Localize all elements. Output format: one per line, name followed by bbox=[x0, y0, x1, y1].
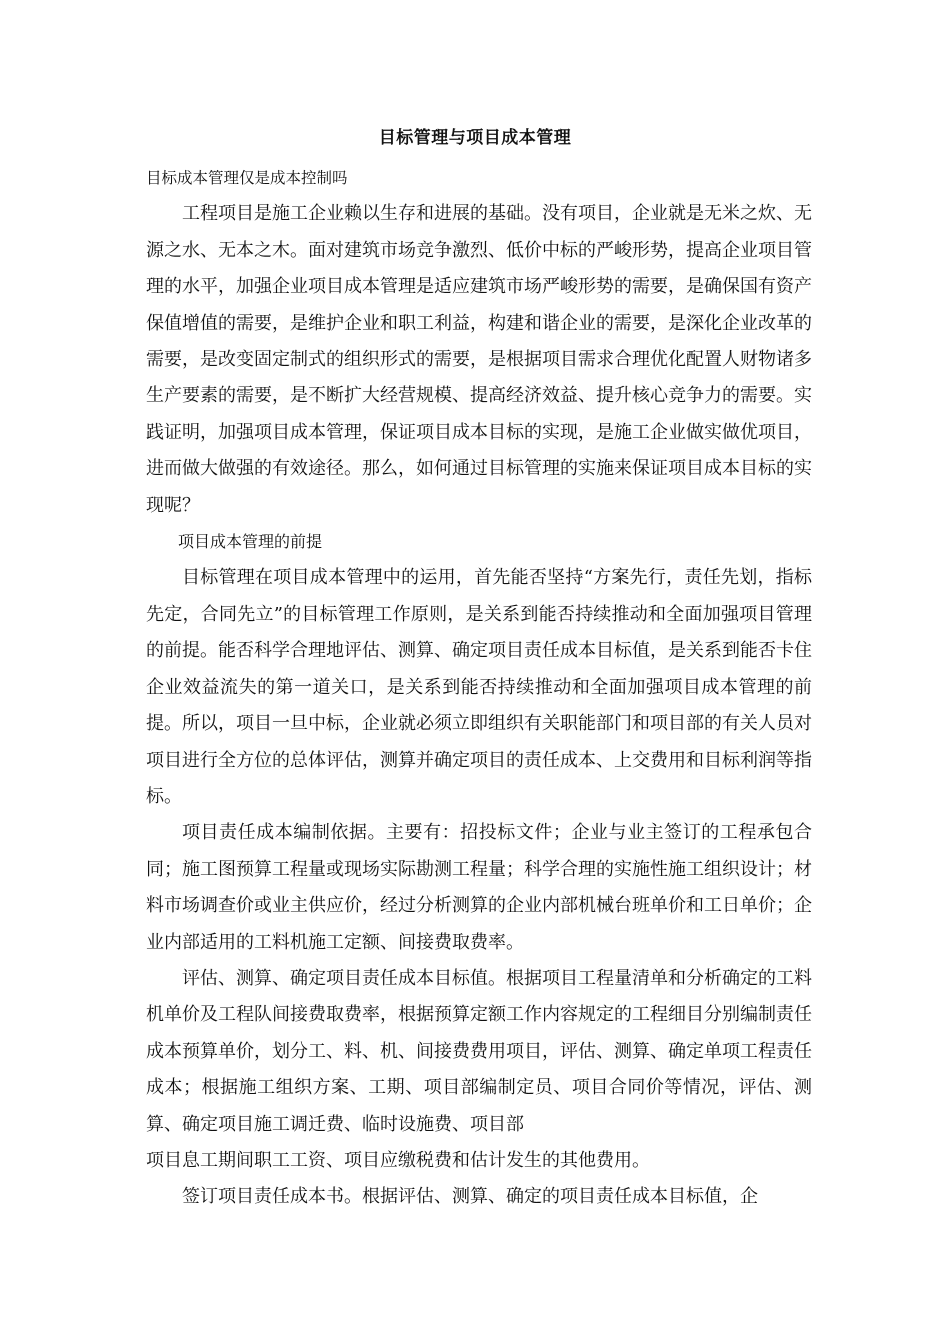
paragraph-target-management: 目标管理在项目成本管理中的运用，首先能否坚持“方案先行，责任先划，指标先定，合同先立”的目标管理工作原则，是关系到能否持续推动和全面加强项目管理的前提。能否科学合理地评估、测算、确定项目责任成本目标值，是关系到能否卡住企业效益流失的第一道关口，是关系到能否持续推动和全面加强项目成本管理的前提。所以，项目一旦中标，企业就必须立即组织有关职能部门和项目部的有关人员对项目进行全方位的总体评估，测算并确定项目的责任成本、上交费用和目标利润等指标。 bbox=[146, 567, 812, 807]
document-body bbox=[146, 160, 812, 1216]
paragraph-cost-basis: 项目责任成本编制依据。主要有：招投标文件；企业与业主签订的工程承包合同；施工图预算工程量或现场实际勘测工程量；科学合理的实施性施工组织设计；材料市场调查价或业主供应价，经过分析测算的企业内部机械台班单价和工日单价；企业内部适用的工料机施工定额、间接费取费率。 bbox=[146, 822, 812, 953]
section-heading-premise: 项目成本管理的前提 bbox=[178, 532, 323, 552]
document-subtitle: 目标成本管理仅是成本控制吗 bbox=[146, 169, 348, 187]
paragraph-cost-estimation: 评估、测算、确定项目责任成本目标值。根据项目工程量清单和分析确定的工料机单价及工程队间接费取费率，根据预算定额工作内容规定的工程细目分别编制责任成本预算单价，划分工、料、机、间接费费用项目，评估、测算、确定单项工程责任成本；根据施工组织方案、工期、项目部编制定员、项目合同价等情况，评估、测算、确定项目施工调迁费、临时设施费、项目部 bbox=[146, 967, 812, 1135]
document-title: 目标管理与项目成本管理 bbox=[378, 128, 572, 148]
paragraph-intro: 工程项目是施工企业赖以生存和进展的基础。没有项目，企业就是无米之炊、无源之水、无本之木。面对建筑市场竞争激烈、低价中标的严峻形势，提高企业项目管理的水平，加强企业项目成本管理是适应建筑市场严峻形势的需要，是确保国有资产保值增值的需要，是维护企业和职工利益，构建和谐企业的需要，是深化企业改革的需要，是改变固定制式的组织形式的需要，是根据项目需求合理优化配置人财物诸多生产要素的需要，是不断扩大经营规模、提高经济效益、提升核心竞争力的需要。实践证明，加强项目成本管理，保证项目成本目标的实现，是施工企业做实做优项目，进而做大做强的有效途径。那么，如何通过目标管理的实施来保证项目成本目标的实现呢？ bbox=[146, 203, 812, 516]
paragraph-sign-contract: 签订项目责任成本书。根据评估、测算、确定的项目责任成本目标值，企 bbox=[182, 1186, 758, 1208]
paragraph-cost-estimation-continued: 项目息工期间职工工资、项目应缴税费和估计发生的其他费用。 bbox=[146, 1149, 650, 1171]
